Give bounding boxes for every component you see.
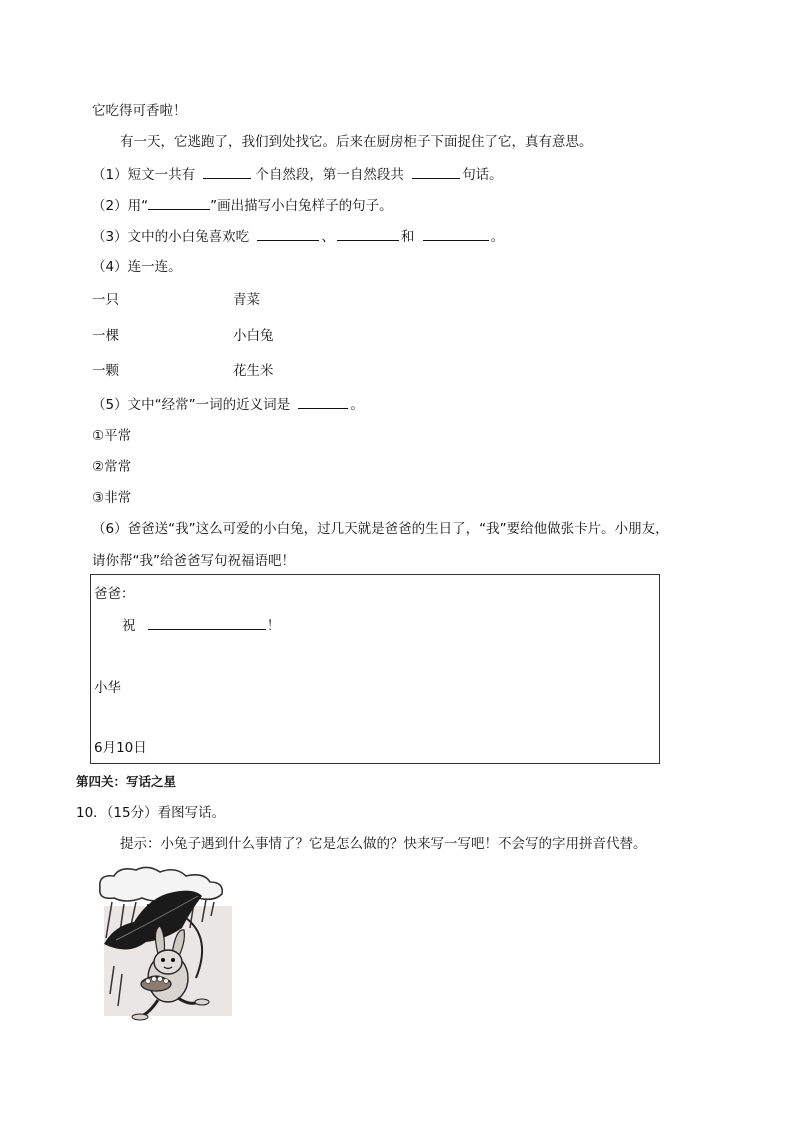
answer-blank[interactable] [257, 227, 319, 241]
match-left-item[interactable]: 一只 [92, 292, 119, 308]
answer-blank[interactable] [337, 227, 399, 241]
question-5: （5）文中“经常”一词的近义词是 。 [92, 397, 364, 413]
question-2: （2）用“ ”画出描写小白兔样子的句子。 [92, 198, 393, 214]
card-greeting: 爸爸： [94, 586, 135, 602]
match-right-item[interactable]: 小白兔 [233, 328, 274, 344]
card-wish-line: 祝 ！ [122, 618, 281, 634]
option-2[interactable]: ②常常 [92, 459, 132, 475]
question-1: （1）短文一共有 个自然段，第一自然段共 句话。 [92, 167, 503, 183]
question-3: （3）文中的小白兔喜欢吃 、 和 。 [92, 229, 505, 245]
answer-blank[interactable] [298, 395, 348, 409]
match-right-item[interactable]: 花生米 [233, 363, 274, 379]
match-left-item[interactable]: 一颗 [92, 363, 119, 379]
question-6-line-1: （6）爸爸送“我”这么可爱的小白兔，过几天就是爸爸的生日了，“我”要给他做张卡片。小朋友， [92, 521, 669, 537]
answer-blank[interactable] [203, 165, 251, 179]
rabbit-head [154, 950, 182, 974]
card-signer: 小华 [94, 680, 121, 696]
wish-blank[interactable] [148, 616, 266, 630]
match-left-item[interactable]: 一棵 [92, 328, 119, 344]
question-4-label: （4）连一连。 [92, 259, 182, 275]
passage-line-1: 它吃得可香啦！ [92, 103, 187, 119]
answer-blank[interactable] [423, 227, 489, 241]
question-10-label: 10．（15分）看图写话。 [76, 805, 226, 821]
illustration-svg [94, 866, 234, 1022]
question-6-line-2: 请你帮“我”给爸爸写句祝福语吧！ [92, 553, 295, 569]
card-date: 6月10日 [94, 740, 147, 756]
section-title: 第四关：写话之星 [76, 774, 177, 789]
option-3[interactable]: ③非常 [92, 490, 132, 506]
cloud-icon [100, 867, 222, 901]
question-10-hint: 提示：小兔子遇到什么事情了？它是怎么做的？快来写一写吧！不会写的字用拼音代替。 [120, 836, 647, 852]
match-right-item[interactable]: 青菜 [233, 292, 260, 308]
rabbit-in-rain-illustration [94, 866, 234, 1022]
greeting-card-box [90, 574, 660, 764]
option-1[interactable]: ①平常 [92, 428, 132, 444]
answer-blank[interactable] [412, 165, 460, 179]
answer-blank[interactable] [148, 196, 210, 210]
passage-line-2: 有一天，它逃跑了，我们到处找它。后来在厨房柜子下面捉住了它，真有意思。 [120, 134, 593, 150]
